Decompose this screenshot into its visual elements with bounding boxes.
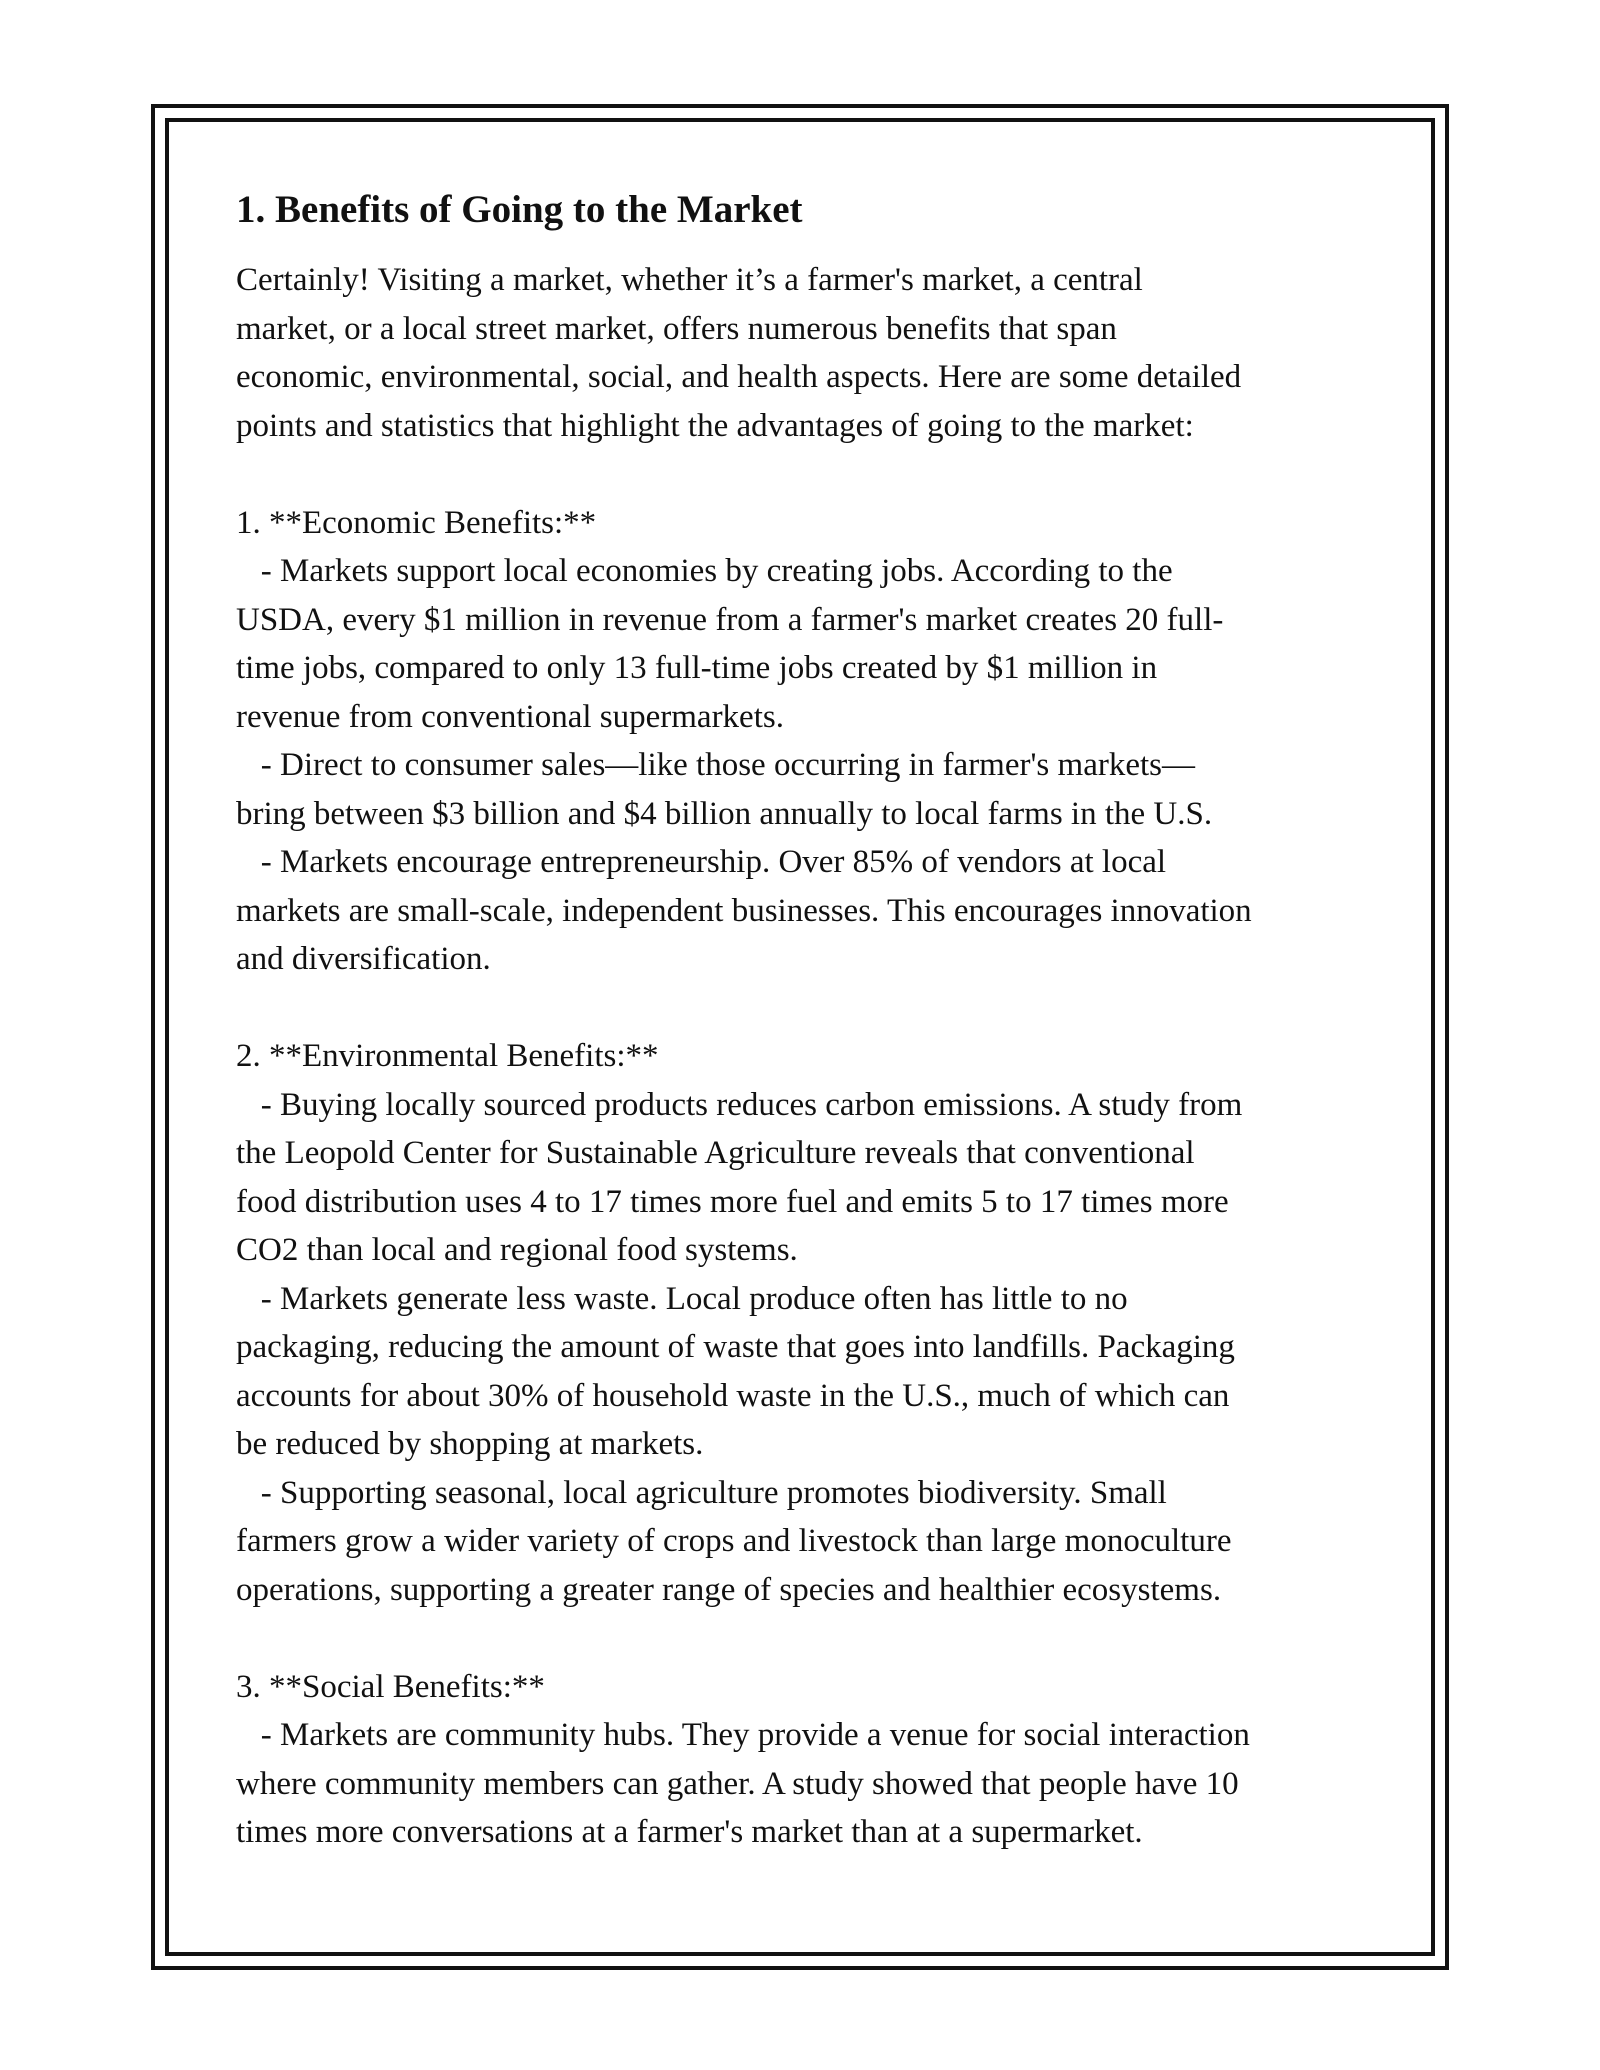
section-heading: 1. Benefits of Going to the Market bbox=[236, 188, 803, 231]
section-body-text: Certainly! Visiting a market, whether it’s a farmer's market, a central market, or a local street market, offers numerous benefits that span economic, environmental, social, and health aspects. Here are some detailed points and statistics that highlight the advantages of going to the market: 1. **Economic Benefits:** - Markets support local economies by creating jobs. According to the USDA, every $1 million in revenue from a farmer's market creates 20 full- time jobs, compared to only 13 full-time jobs created by $1 million in revenue from conventional supermarkets. - Direct to consumer sales—like those occurring in farmer's markets— bring between $3 billion and $4 billion annually to local farms in the U.S. - Markets encourage entrepreneurship. Over 85% of vendors at local markets are small-scale, independent businesses. This encourages innovation and diversification. 2. **Environmental Benefits:** - Buying locally sourced products reduces carbon emissions. A study from the Leopold Center for Sustainable Agriculture reveals that conventional food distribution uses 4 to 17 times more fuel and emits 5 to 17 times more CO2 than local and regional food systems. - Markets generate less waste. Local produce often has little to no packaging, reducing the amount of waste that goes into landfills. Packaging accounts for about 30% of household waste in the U.S., much of which can be reduced by shopping at markets. - Supporting seasonal, local agriculture promotes biodiversity. Small farmers grow a wider variety of crops and livestock than large monoculture operations, supporting a greater range of species and healthier ecosystems. 3. **Social Benefits:** - Markets are community hubs. They provide a venue for social interaction where community members can gather. A study showed that people have 10 times more conversations at a farmer's market than at a supermarket. bbox=[236, 262, 1252, 1850]
document-content bbox=[236, 186, 1376, 1857]
